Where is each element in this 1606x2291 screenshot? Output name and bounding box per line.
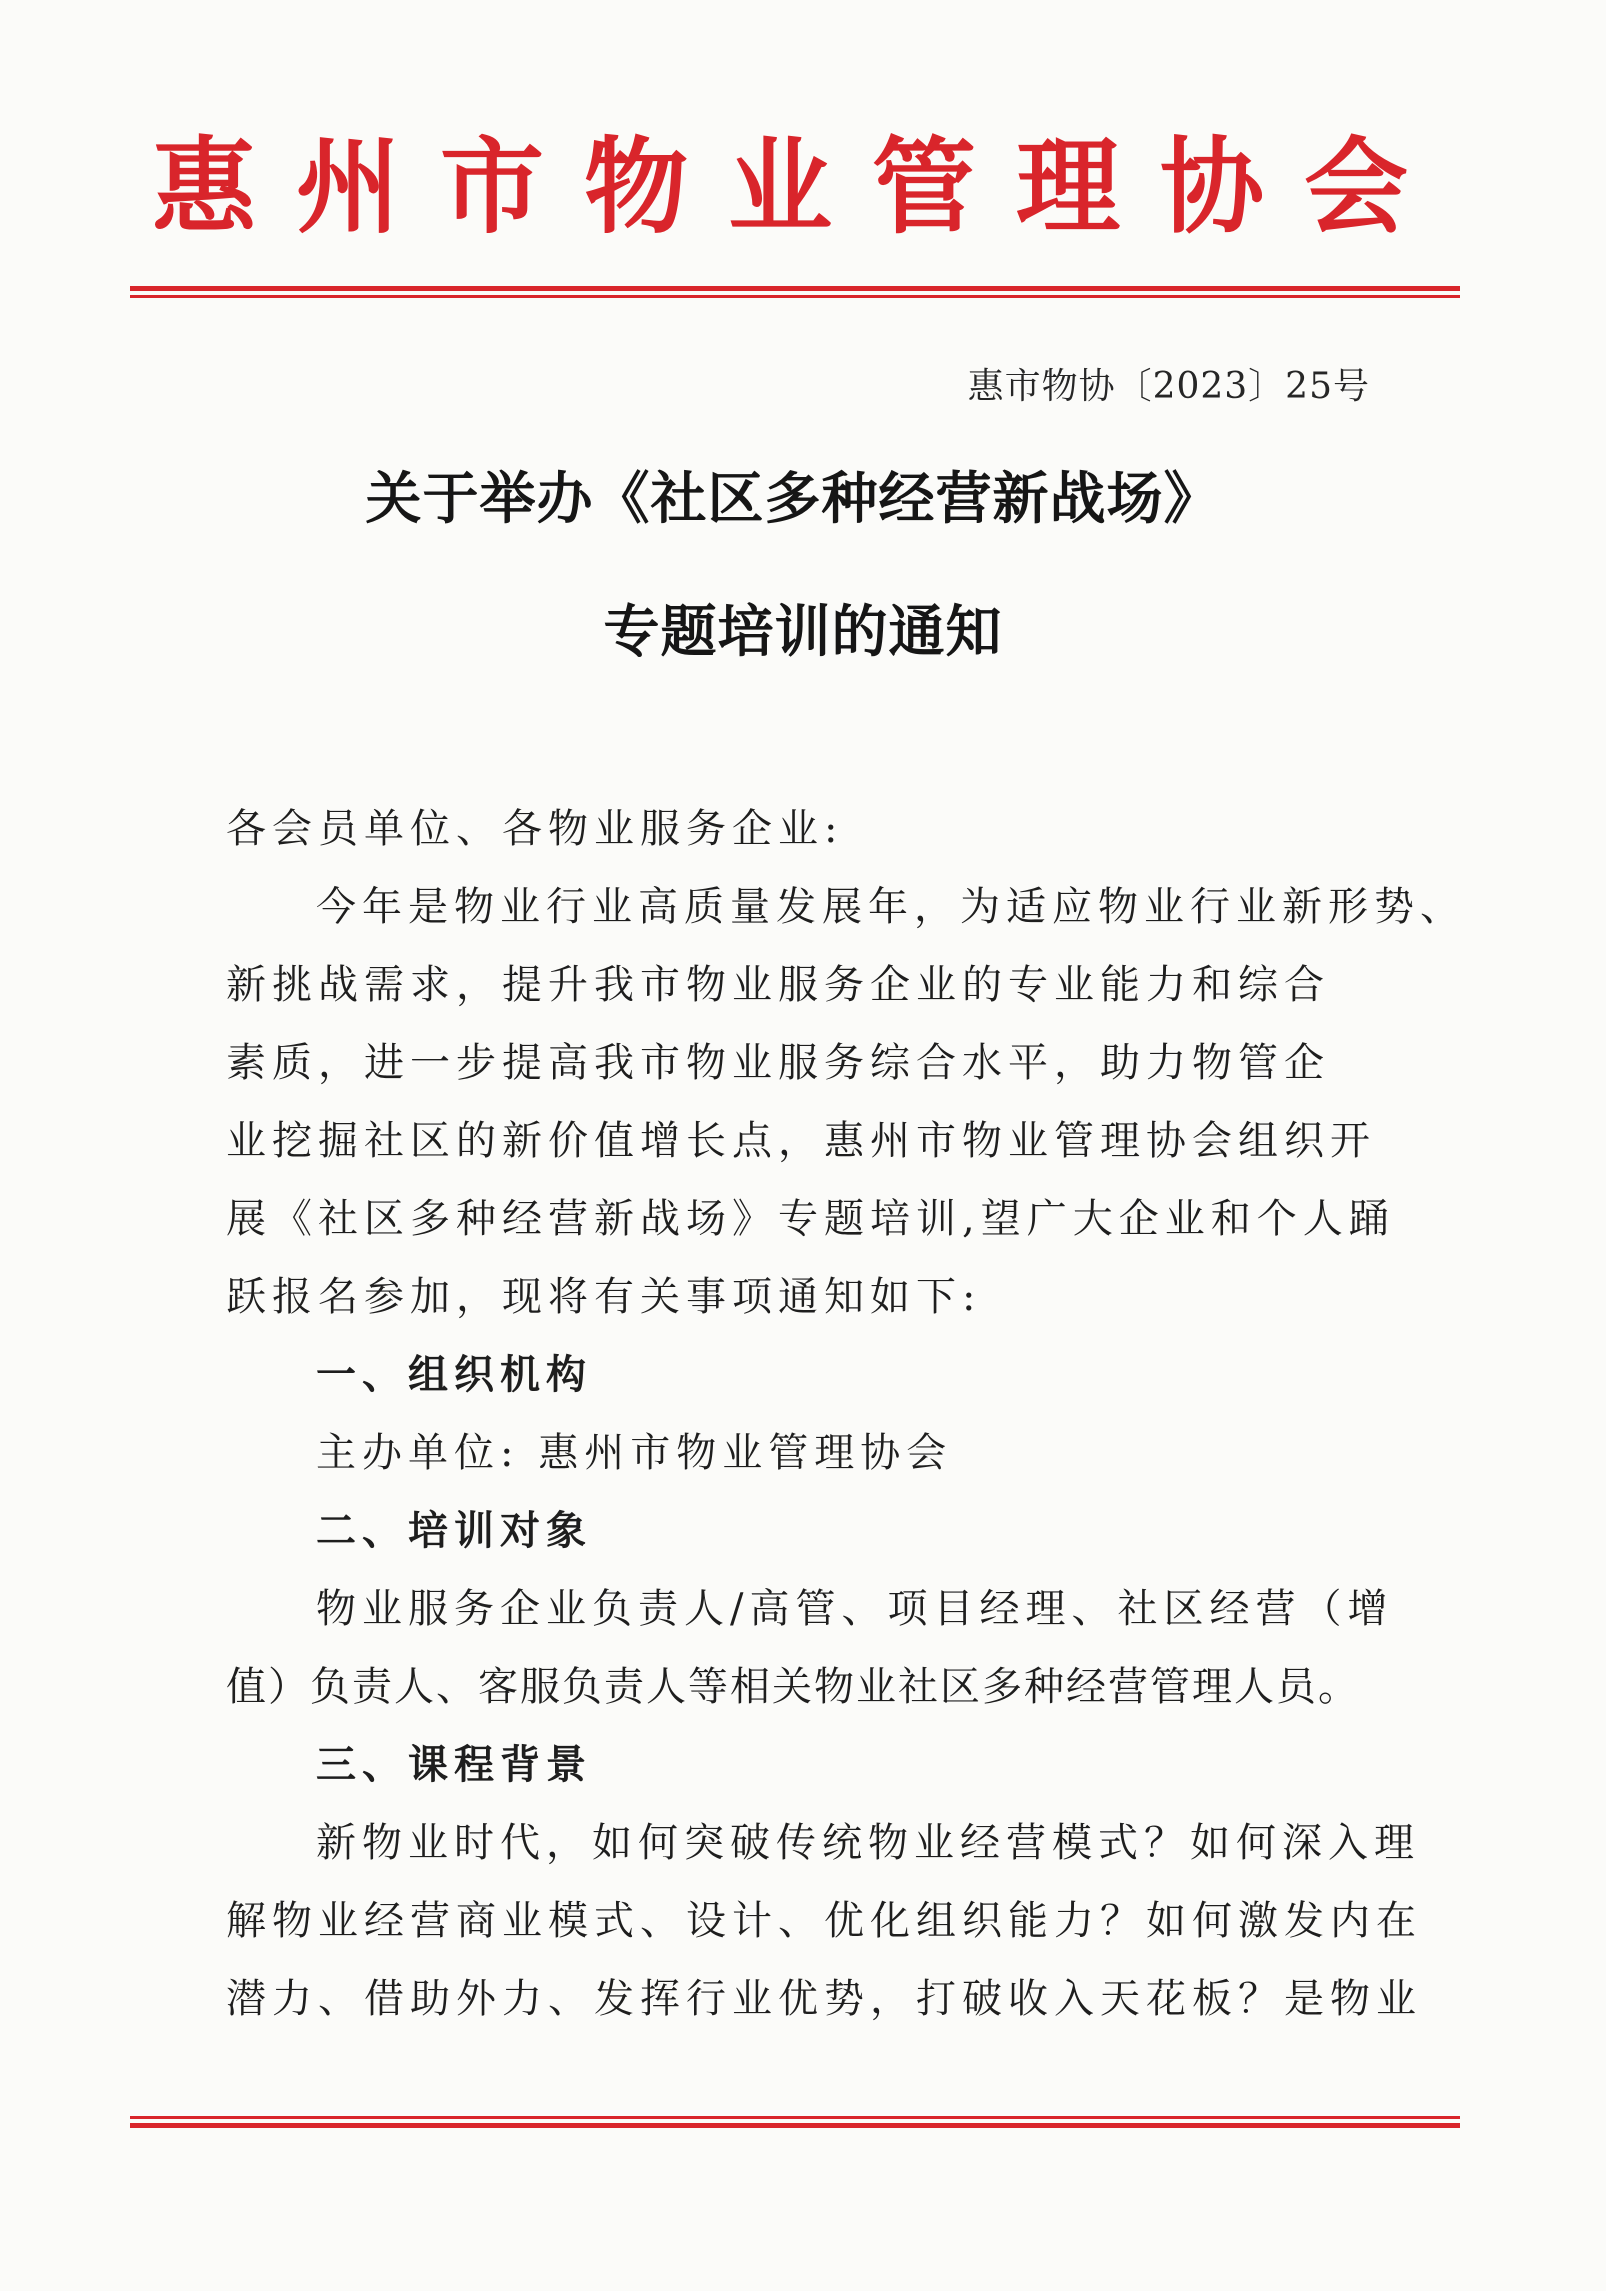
rule-thin-line (130, 295, 1460, 298)
body-line: 今年是物业行业高质量发展年，为适应物业行业新形势、 (316, 884, 1466, 930)
rule-thick-line (130, 2123, 1460, 2128)
body-line: 值）负责人、客服负责人等相关物业社区多种经营管理人员。 (226, 1664, 1360, 1710)
section-heading-organization: 一、组织机构 (316, 1351, 592, 1398)
document-title-line-1: 关于举办《社区多种经营新战场》 (365, 466, 1221, 532)
document-title-line-2: 专题培训的通知 (603, 599, 1003, 665)
body-line: 素质，进一步提高我市物业服务综合水平，助力物管企 (226, 1040, 1330, 1086)
body-line: 解物业经营商业模式、设计、优化组织能力？如何激发内在 (226, 1898, 1422, 1944)
body-line: 新挑战需求，提升我市物业服务企业的专业能力和综合 (226, 962, 1330, 1008)
body-line: 业挖掘社区的新价值增长点，惠州市物业管理协会组织开 (226, 1118, 1376, 1164)
section-heading-audience: 二、培训对象 (316, 1507, 592, 1554)
body-line: 跃报名参加，现将有关事项通知如下: (226, 1274, 982, 1320)
body-line: 物业服务企业负责人/高管、项目经理、社区经营（增 (316, 1586, 1394, 1632)
document-number: 惠市物协〔2023〕25号 (967, 366, 1370, 407)
footer-double-rule (130, 2116, 1460, 2130)
rule-thick-line (130, 286, 1460, 291)
rule-thin-line (130, 2116, 1460, 2119)
letterhead-org-name: 惠州市物业管理协会 (151, 126, 1448, 248)
body-line: 展《社区多种经营新战场》专题培训,望广大企业和个人踊 (226, 1196, 1395, 1242)
body-line: 新物业时代，如何突破传统物业经营模式？如何深入理 (316, 1820, 1420, 1866)
document-body (226, 790, 1466, 2038)
body-line-salutation: 各会员单位、各物业服务企业: (226, 806, 844, 852)
section-heading-background: 三、课程背景 (316, 1741, 592, 1788)
letterhead-double-rule (130, 286, 1460, 300)
body-line: 潜力、借助外力、发挥行业优势，打破收入天花板？是物业 (226, 1976, 1422, 2022)
body-line-organizer: 主办单位: 惠州市物业管理协会 (316, 1430, 953, 1476)
